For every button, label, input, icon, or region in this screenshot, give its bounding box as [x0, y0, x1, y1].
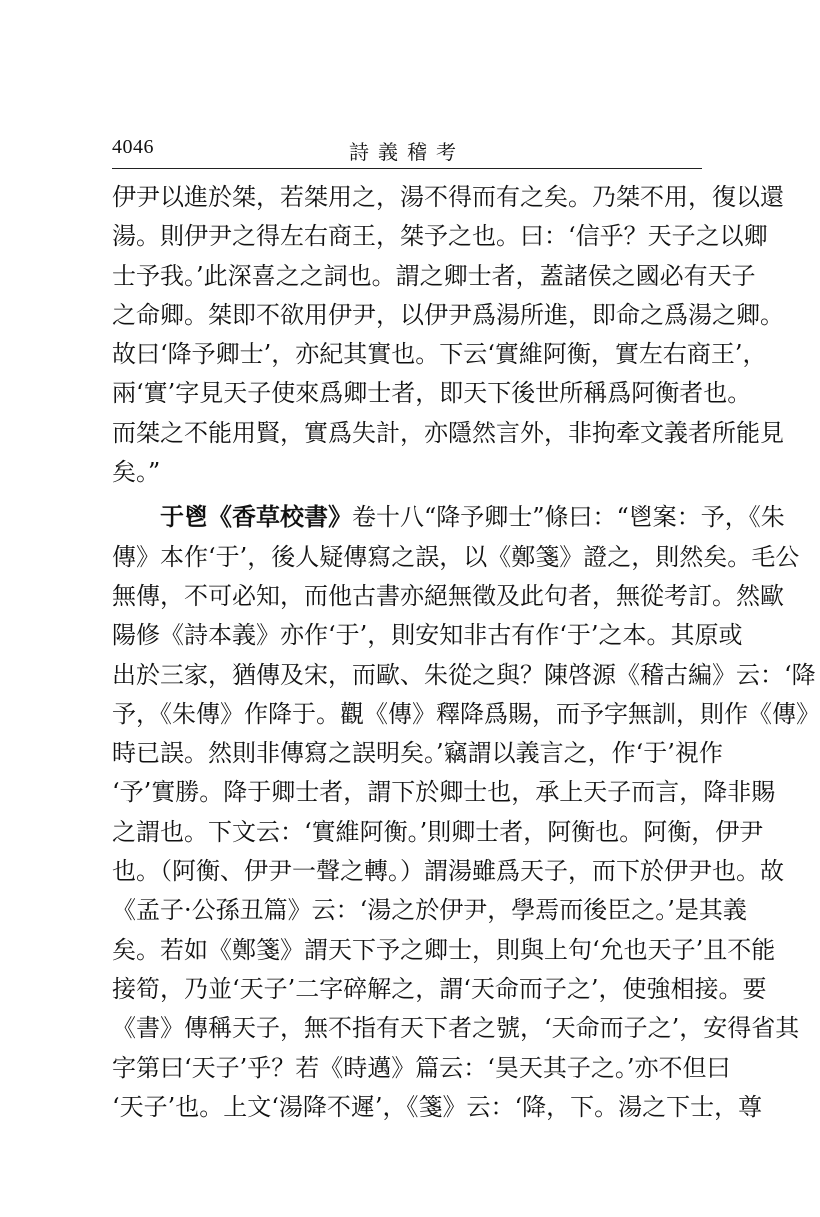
page-number: 4046: [112, 136, 154, 158]
text-line: 也。（阿衡、伊尹一聲之轉。）謂湯雖爲天子，而下於伊尹也。故: [112, 857, 784, 886]
running-title: 詩義稽考: [349, 140, 465, 164]
text-line: 矣。”: [112, 458, 161, 487]
text-line: 予，《朱傳》作降于。觀《傳》釋降爲賜，而予字無訓，則作《傳》: [112, 699, 820, 728]
text-line: 接筍，乃並‘天子’二字碎解之，謂‘天命而子之’，使強相接。要: [112, 974, 767, 1003]
text-line: 而桀之不能用賢，實爲失計，亦隱然言外，非拘牽文義者所能見: [112, 418, 784, 447]
lead-text: 卷十八“降予卿士”條曰：“鬯案：予，《朱: [352, 503, 785, 532]
text-line: 之謂也。下文云：‘實維阿衡。’則卿士者，阿衡也。阿衡，伊尹: [112, 817, 764, 846]
text-line: 字第曰‘天子’乎？若《時邁》篇云：‘昊天其子之。’亦不但曰: [112, 1053, 731, 1082]
text-line: 時已誤。然則非傳寫之誤明矣。’竊謂以義言之，作‘于’視作: [112, 739, 723, 768]
text-line: ‘予’實勝。降于卿士者，謂下於卿士也，承上天子而言，降非賜: [112, 778, 776, 807]
text-line: 陽修《詩本義》亦作‘于’，則安知非古有作‘于’之本。其原或: [112, 621, 743, 650]
text-line: 故曰‘降予卿士’，亦紀其實也。下云‘實維阿衡，實左右商王’，: [112, 340, 767, 369]
text-line: ‘天子’也。上文‘湯降不遲’，《箋》云：‘降，下。湯之下士，尊: [112, 1092, 763, 1121]
text-line: 伊尹以進於桀，若桀用之，湯不得而有之矣。乃桀不用，復以還: [112, 183, 784, 211]
text-line: 之命卿。桀即不欲用伊尹，以伊尹爲湯所進，即命之爲湯之卿。: [112, 300, 784, 329]
text-line: 出於三家，猶傳及宋，而歐、朱從之與？陳啓源《稽古編》云：‘降: [112, 660, 816, 689]
text-line: 無傳，不可必知，而他古書亦絕無徵及此句者，無從考訂。然歐: [112, 581, 784, 610]
header-rule: [112, 168, 702, 169]
text-line: 《孟子·公孫丑篇》云：‘湯之於伊尹，學焉而後臣之。’是其義: [112, 896, 747, 925]
text-line: 《書》傳稱天子，無不指有天下者之號，‘天命而子之’，安得省其: [112, 1014, 800, 1043]
text-line: 兩‘實’字見天子使來爲卿士者，即天下後世所稱爲阿衡者也。: [112, 379, 752, 408]
text-line: 矣。若如《鄭箋》謂天下予之卿士，則與上句‘允也天子’且不能: [112, 935, 776, 964]
text-line: 士予我。’此深喜之之詞也。謂之卿士者，蓋諸侯之國必有天子: [112, 261, 756, 290]
source-title: 于鬯《香草校書》: [160, 503, 352, 532]
body-text: [112, 178, 820, 1127]
text-line: 湯。則伊尹之得左右商王，桀予之也。曰：‘信乎？天子之以卿: [112, 222, 768, 251]
text-line: 傳》本作‘于’，後人疑傳寫之誤，以《鄭箋》證之，則然矣。毛公: [112, 542, 800, 571]
paragraph-lead-line: [112, 498, 785, 537]
page-header: [112, 136, 702, 170]
